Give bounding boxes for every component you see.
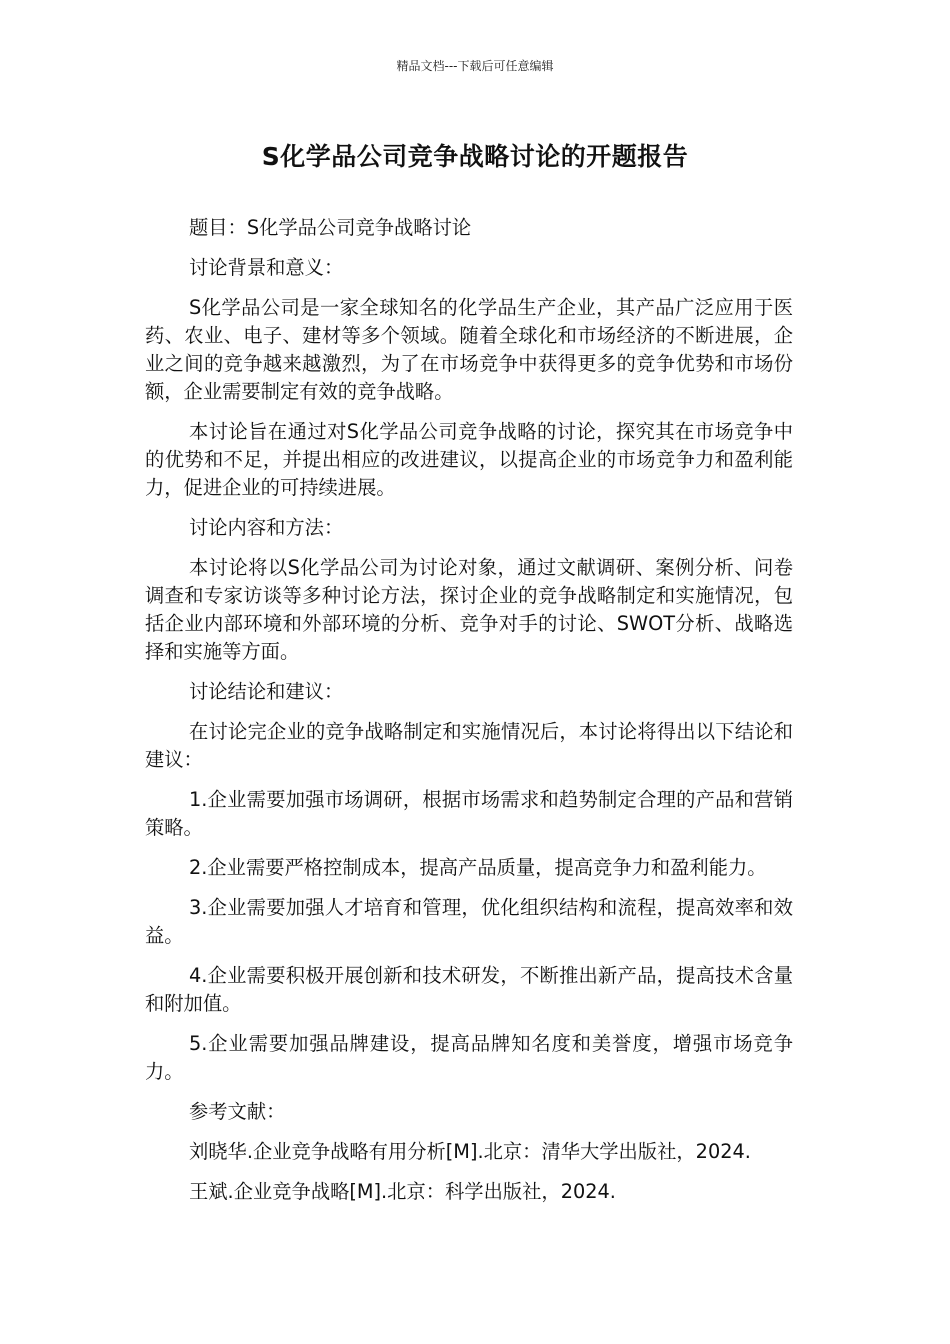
paragraph-methods: 本讨论将以S化学品公司为讨论对象，通过文献调研、案例分析、问卷调查和专家访谈等多种讨论方法，探讨企业的竞争战略制定和实施情况，包括企业内部环境和外部环境的分析、竞争对手的讨论、SWOT分析、战略选择和实施等方面。 [145, 556, 793, 663]
paragraph-conclusions-intro: 在讨论完企业的竞争战略制定和实施情况后，本讨论将得出以下结论和建议： [145, 720, 793, 771]
list-item-2: 2.企业需要严格控制成本，提高产品质量，提高竞争力和盈利能力。 [189, 856, 767, 879]
paragraph-background-2: 本讨论旨在通过对S化学品公司竞争战略的讨论，探究其在市场竞争中的优势和不足，并提出相应的改进建议，以提高企业的市场竞争力和盈利能力，促进企业的可持续进展。 [145, 420, 793, 499]
document-body [145, 214, 793, 1218]
list-item-5: 5.企业需要加强品牌建设，提高品牌知名度和美誉度，增强市场竞争力。 [145, 1032, 793, 1083]
list-item-3: 3.企业需要加强人才培育和管理，优化组织结构和流程，提高效率和效益。 [145, 896, 793, 947]
document-title: S化学品公司竞争战略讨论的开题报告 [261, 142, 689, 171]
heading-methods: 讨论内容和方法： [189, 516, 344, 539]
reference-2: 王斌.企业竞争战略[M].北京：科学出版社，2024. [189, 1180, 616, 1203]
heading-background: 讨论背景和意义： [189, 256, 344, 279]
heading-conclusions: 讨论结论和建议： [189, 680, 344, 703]
paragraph-topic: 题目：S化学品公司竞争战略讨论 [189, 216, 472, 239]
page-header-watermark: 精品文档---下载后可任意编辑 [396, 59, 554, 73]
heading-references: 参考文献： [189, 1100, 286, 1123]
reference-1: 刘晓华.企业竞争战略有用分析[M].北京：清华大学出版社，2024. [189, 1140, 751, 1163]
list-item-1: 1.企业需要加强市场调研，根据市场需求和趋势制定合理的产品和营销策略。 [145, 788, 793, 839]
paragraph-background-1: S化学品公司是一家全球知名的化学品生产企业，其产品广泛应用于医药、农业、电子、建材等多个领域。随着全球化和市场经济的不断进展，企业之间的竞争越来越激烈，为了在市场竞争中获得更多的竞争优势和市场份额，企业需要制定有效的竞争战略。 [145, 296, 793, 403]
list-item-4: 4.企业需要积极开展创新和技术研发，不断推出新产品，提高技术含量和附加值。 [145, 964, 793, 1015]
